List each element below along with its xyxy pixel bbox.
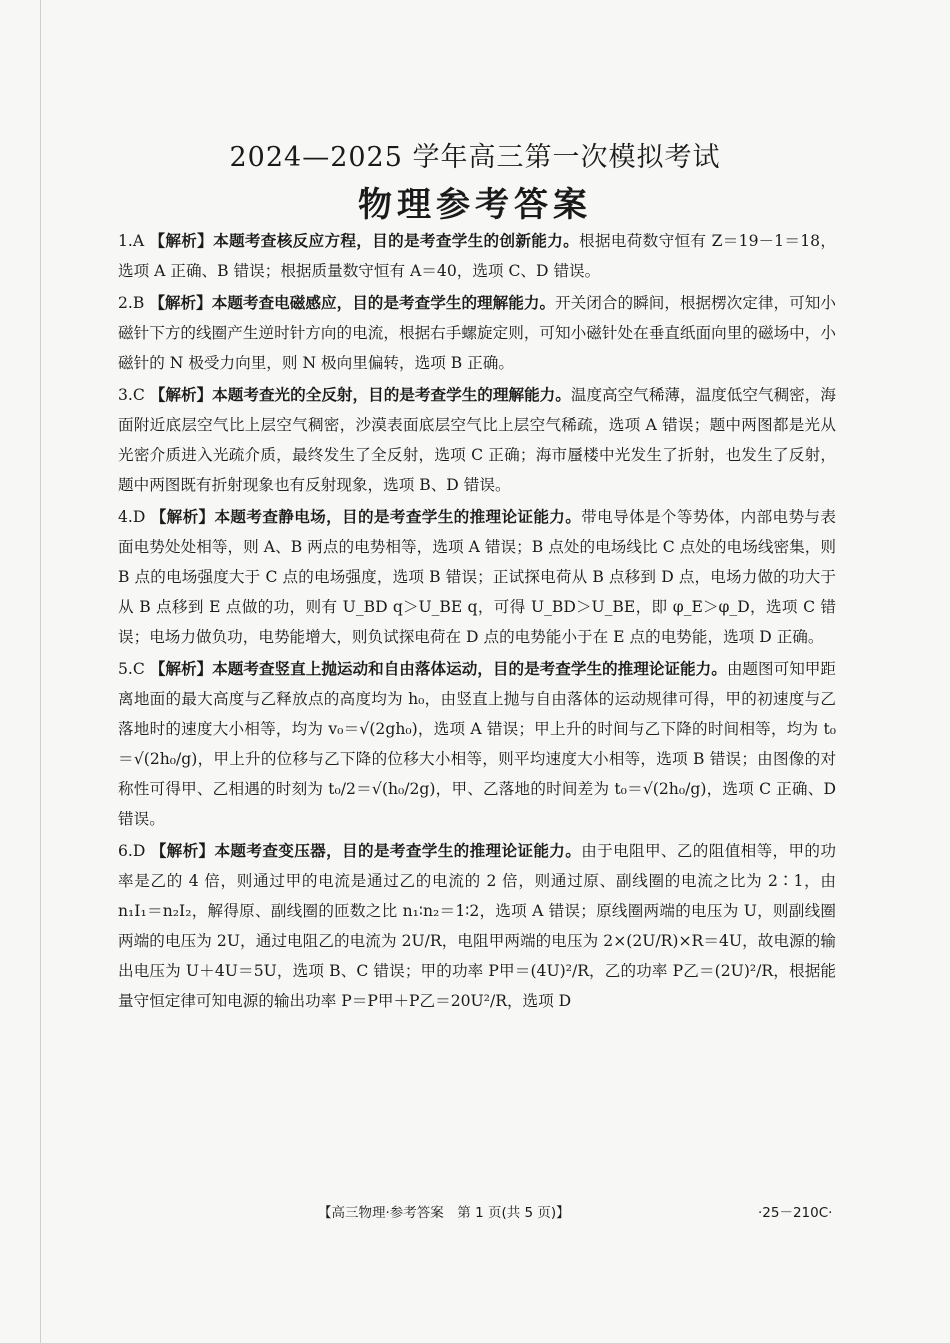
footer-page-info: 【高三物理·参考答案 第 1 页(共 5 页)】 [318, 1205, 570, 1221]
answer-item-6 [118, 836, 836, 1016]
header [0, 140, 950, 228]
analysis-lead: 本题考查竖直上抛运动和自由落体运动，目的是考查学生的推理论证能力。 [212, 659, 727, 678]
answer-item-3 [118, 380, 836, 500]
exam-title: 2024—2025 学年高三第一次模拟考试 [229, 142, 721, 173]
analysis-text: 由题图可知甲距离地面的最大高度与乙释放点的高度均为 h₀，由竖直上抛与自由落体的运动规律可得，甲的初速度与乙落地时的速度大小相等，均为 v₀＝√(2gh₀)，选项 A 错误；甲上升的时间与乙下降的时间相等，均为 t₀＝√(2h₀/g)，甲上升的位移与乙下降的位移大小相等，则平均速度大小相等，选项 B 错误；由图像的对称性可得甲、乙相遇的时刻为 t₀/2＝√(h₀/2g)，甲、乙落地的时间差为 t₀＝√(2h₀/g)，选项 C 正确、D 错误。 [118, 660, 836, 828]
analysis-text: 温度高空气稀薄，温度低空气稠密，海面附近底层空气比上层空气稠密，沙漠表面底层空气比上层空气稀疏，选项 A 错误；题中两图都是光从光密介质进入光疏介质，最终发生了全反射，选项 C 正确；海市蜃楼中光发生了折射，也发生了反射，题中两图既有折射现象也有反射现象，选项 B、D 错误。 [118, 386, 836, 494]
answer-number: 1.A [118, 232, 145, 250]
answer-title: 物理参考答案 [358, 185, 592, 225]
answer-number: 5.C [118, 660, 145, 678]
analysis-tag: 【解析】 [149, 293, 212, 312]
analysis-text: 带电导体是个等势体，内部电势与表面电势处处相等，则 A、B 两点的电势相等，选项 A 错误；B 点处的电场线比 C 点处的电场线密集，则 B 点的电场强度大于 C 点的电场强度，选项 B 错误；正试探电荷从 B 点移到 D 点，电场力做的功大于从 B 点移到 E 点做的功，则有 U_BD q＞U_BE q，可得 U_BD＞U_BE，即 φ_E＞φ_D，选项 C 错误；电场力做负功，电势能增大，则负试探电荷在 D 点的电势能小于在 E 点的电势能，选项 D 正确。 [118, 508, 836, 646]
answer-number: 4.D [118, 508, 146, 526]
answer-item-1 [118, 226, 836, 286]
analysis-text: 开关闭合的瞬间，根据楞次定律，可知小磁针下方的线圈产生逆时针方向的电流，根据右手螺旋定则，可知小磁针处在垂直纸面向里的磁场中，小磁针的 N 极受力向里，则 N 极向里偏转，选项 B 正确。 [118, 294, 836, 372]
analysis-lead: 本题考查静电场，目的是考查学生的推理论证能力。 [214, 507, 582, 526]
analysis-tag: 【解析】 [149, 385, 213, 404]
analysis-tag: 【解析】 [150, 507, 215, 526]
answer-item-2 [118, 288, 836, 378]
answer-item-5 [118, 654, 836, 834]
analysis-tag: 【解析】 [149, 659, 213, 678]
analysis-lead: 本题考查光的全反射，目的是考查学生的理解能力。 [212, 385, 571, 404]
answer-number: 2.B [118, 294, 145, 312]
analysis-text: 由于电阻甲、乙的阻值相等，甲的功率是乙的 4 倍，则通过甲的电流是通过乙的电流的 2 倍，则通过原、副线圈的电流之比为 2∶1，由 n₁I₁＝n₂I₂，解得原、副线圈的匝数之比 n₁∶n₂＝1∶2，选项 A 错误；原线圈两端的电压为 U，则副线圈两端的电压为 2U，通过电阻乙的电流为 2U/R，电阻甲两端的电压为 2×(2U/R)×R＝4U，故电源的输出电压为 U＋4U＝5U，选项 B、C 错误；甲的功率 P甲＝(4U)²/R，乙的功率 P乙＝(2U)²/R，根据能量守恒定律可知电源的输出功率 P＝P甲＋P乙＝20U²/R，选项 D [118, 842, 836, 1010]
analysis-tag: 【解析】 [149, 231, 214, 250]
answer-number: 3.C [118, 386, 145, 404]
answer-list [118, 226, 836, 1018]
footer-code: ·25－210C· [758, 1205, 833, 1221]
analysis-lead: 本题考查电磁感应，目的是考查学生的理解能力。 [211, 293, 556, 312]
analysis-lead: 本题考查变压器，目的是考查学生的推理论证能力。 [214, 841, 582, 860]
answer-item-4 [118, 502, 836, 652]
analysis-lead: 本题考查核反应方程，目的是考查学生的创新能力。 [213, 231, 580, 250]
analysis-tag: 【解析】 [150, 841, 215, 860]
analysis-text: 根据电荷数守恒有 Z＝19－1＝18，选项 A 正确、B 错误；根据质量数守恒有 A＝40，选项 C、D 错误。 [118, 232, 836, 280]
answer-number: 6.D [118, 842, 146, 860]
